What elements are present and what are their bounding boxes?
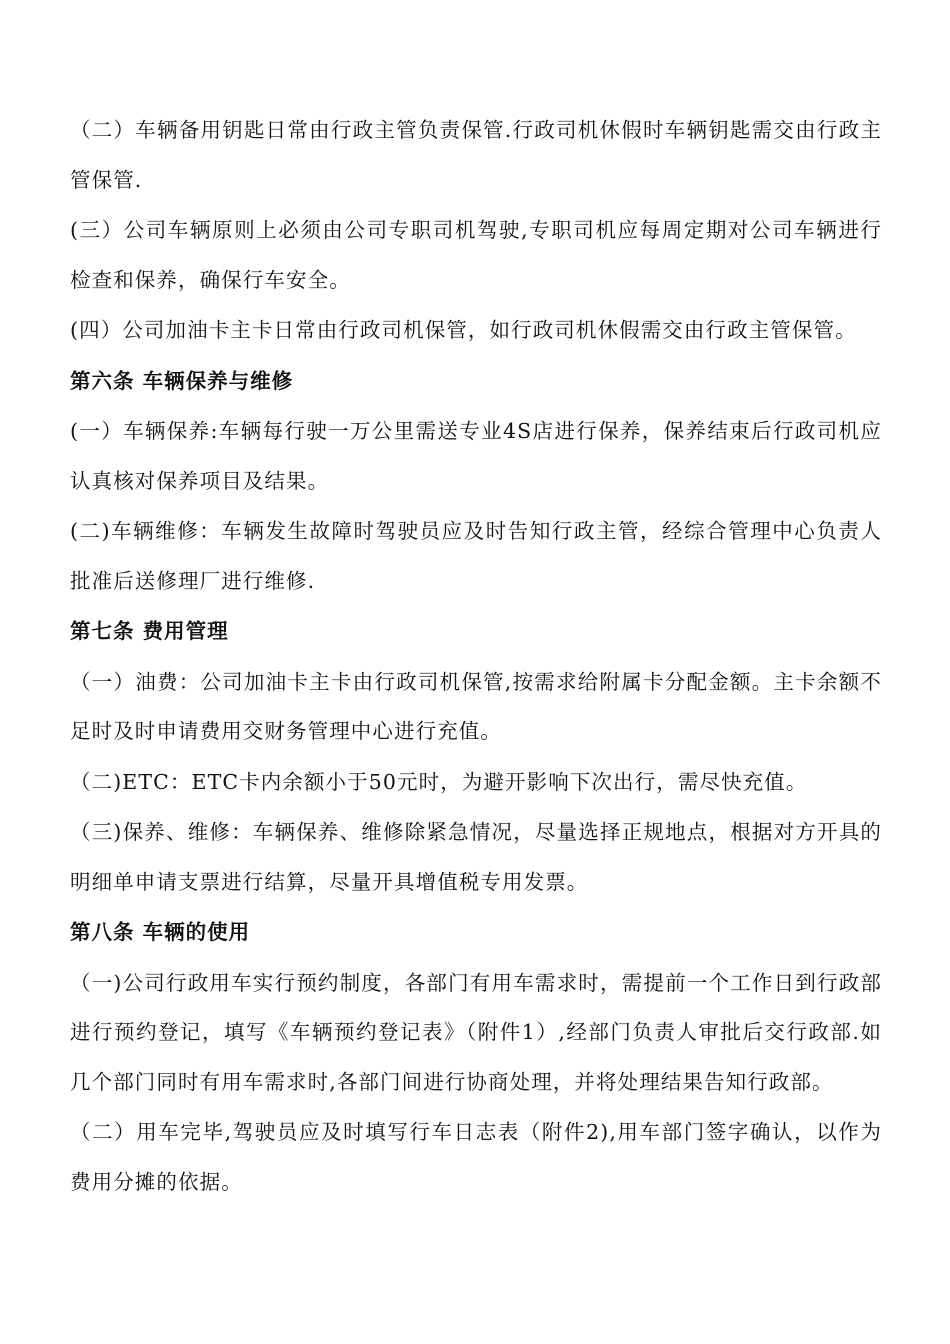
clause-6-heading: 第六条 车辆保养与维修 [70, 368, 294, 393]
clause-7-item-1: （一）油费：公司加油卡主卡由行政司机保管,按需求给附属卡分配金额。主卡余额不足时及时申请费用交财务管理中心进行充值。 [70, 669, 882, 743]
clause-7-item-3: （三)保养、维修：车辆保养、维修除紧急情况，尽量选择正规地点，根据对方开具的明细单申请支票进行结算，尽量开具增值税专用发票。 [70, 820, 882, 894]
clause-8-item-2: （二）用车完毕,驾驶员应及时填写行车日志表（附件2),用车部门签字确认，以作为费用分摊的依据。 [70, 1120, 882, 1194]
clause-8-heading: 第八条 车辆的使用 [70, 920, 251, 944]
document-page [70, 106, 882, 1208]
clause-6-item-2: (二)车辆维修：车辆发生故障时驾驶员应及时告知行政主管，经综合管理中心负责人批准后送修理厂进行维修. [70, 519, 882, 593]
clause-8-item-1: （一)公司行政用车实行预约制度，各部门有用车需求时，需提前一个工作日到行政部进行预约登记，填写《车辆预约登记表》（附件1）,经部门负责人审批后交行政部.如几个部门同时有用车需求时,各部门间进行协商处理，并将处理结果告知行政部。 [70, 970, 882, 1094]
clause-5-item-2: （二）车辆备用钥匙日常由行政主管负责保管.行政司机休假时车辆钥匙需交由行政主管保管. [70, 118, 882, 192]
clause-5-item-3: (三）公司车辆原则上必须由公司专职司机驾驶,专职司机应每周定期对公司车辆进行检查和保养，确保行车安全。 [70, 218, 882, 292]
clause-5-item-4: (四）公司加油卡主卡日常由行政司机保管，如行政司机休假需交由行政主管保管。 [70, 318, 857, 342]
clause-7-item-2: （二)ETC：ETC卡内余额小于50元时，为避开影响下次出行，需尽快充值。 [70, 769, 808, 794]
clause-6-item-1: (一）车辆保养:车辆每行驶一万公里需送专业4S店进行保养，保养结束后行政司机应认真核对保养项目及结果。 [70, 419, 882, 493]
clause-7-heading: 第七条 费用管理 [70, 619, 229, 643]
